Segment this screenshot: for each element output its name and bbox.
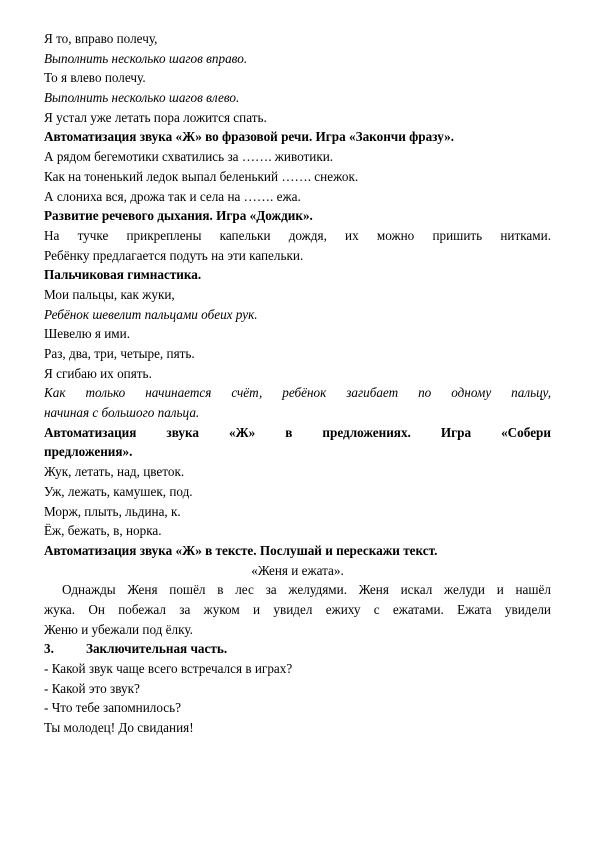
sentence-words: Уж, лежать, камушек, под. xyxy=(44,483,193,499)
final-question: - Что тебе запомнилось? xyxy=(44,700,182,716)
poem-line: Я то, вправо полечу, xyxy=(44,31,158,46)
section-heading-sentences: Автоматизация звука «Ж» в предложениях. Игра «Собери xyxy=(44,424,551,440)
sentence-words: Ёж, бежать, в, норка. xyxy=(44,523,162,539)
finger-line: Я сгибаю их опять. xyxy=(44,365,152,381)
finger-line: Мои пальцы, как жуки, xyxy=(44,286,175,302)
sentence-words: Жук, летать, над, цветок. xyxy=(44,464,185,480)
story-line: жука. Он побежал за жуком и увидел ежиху с ежатами. Ежата увидели xyxy=(44,601,551,617)
finger-instruction: Ребёнок шевелит пальцами обеих рук. xyxy=(44,306,258,322)
final-question: - Какой это звук? xyxy=(44,680,140,696)
finger-note-line: начиная с большого пальца. xyxy=(44,405,200,421)
section-title: Заключительная часть. xyxy=(86,641,228,657)
document-body xyxy=(44,29,551,738)
story-line: Однажды Женя пошёл в лес за желудями. Женя искал желуди и нашёл xyxy=(62,582,551,598)
breath-text-line: На тучке прикреплены капельки дождя, их можно пришить нитками. xyxy=(44,227,551,243)
finger-line: Шевелю я ими. xyxy=(44,326,131,342)
phrase-line: Как на тоненький ледок выпал беленький ……. снежок. xyxy=(44,168,359,184)
section-heading-breath: Развитие речевого дыхания. Игра «Дождик». xyxy=(44,208,313,224)
finger-line: Раз, два, три, четыре, пять. xyxy=(44,346,195,361)
section-heading-sentences-cont: предложения». xyxy=(44,444,133,460)
sentence-words: Морж, плыть, льдина, к. xyxy=(44,503,181,519)
section-number: 3. xyxy=(44,641,54,657)
poem-instruction: Выполнить несколько шагов влево. xyxy=(44,90,240,106)
poem-line: То я влево полечу. xyxy=(44,70,146,86)
section-heading-final xyxy=(44,639,551,659)
poem-line: Я устал уже летать пора ложится спать. xyxy=(44,109,267,125)
final-question: - Какой звук чаще всего встречался в играх? xyxy=(44,661,293,676)
section-heading-text: Автоматизация звука «Ж» в тексте. Послушай и перескажи текст. xyxy=(44,542,438,558)
story-title: «Женя и ежата». xyxy=(251,562,344,578)
poem-instruction: Выполнить несколько шагов вправо. xyxy=(44,50,248,66)
final-farewell: Ты молодец! До свидания! xyxy=(44,720,194,736)
phrase-line: А слониха вся, дрожа так и села на ……. ежа. xyxy=(44,188,301,204)
story-line: Женю и убежали под ёлку. xyxy=(44,621,193,637)
breath-text-line: Ребёнку предлагается подуть на эти капельки. xyxy=(44,247,304,263)
section-heading-finger: Пальчиковая гимнастика. xyxy=(44,267,202,283)
phrase-line: А рядом бегемотики схватились за ……. животики. xyxy=(44,149,334,165)
section-heading-phrase: Автоматизация звука «Ж» во фразовой речи. Игра «Закончи фразу». xyxy=(44,129,455,145)
finger-note-line: Как только начинается счёт, ребёнок загибает по одному пальцу, xyxy=(44,385,551,401)
